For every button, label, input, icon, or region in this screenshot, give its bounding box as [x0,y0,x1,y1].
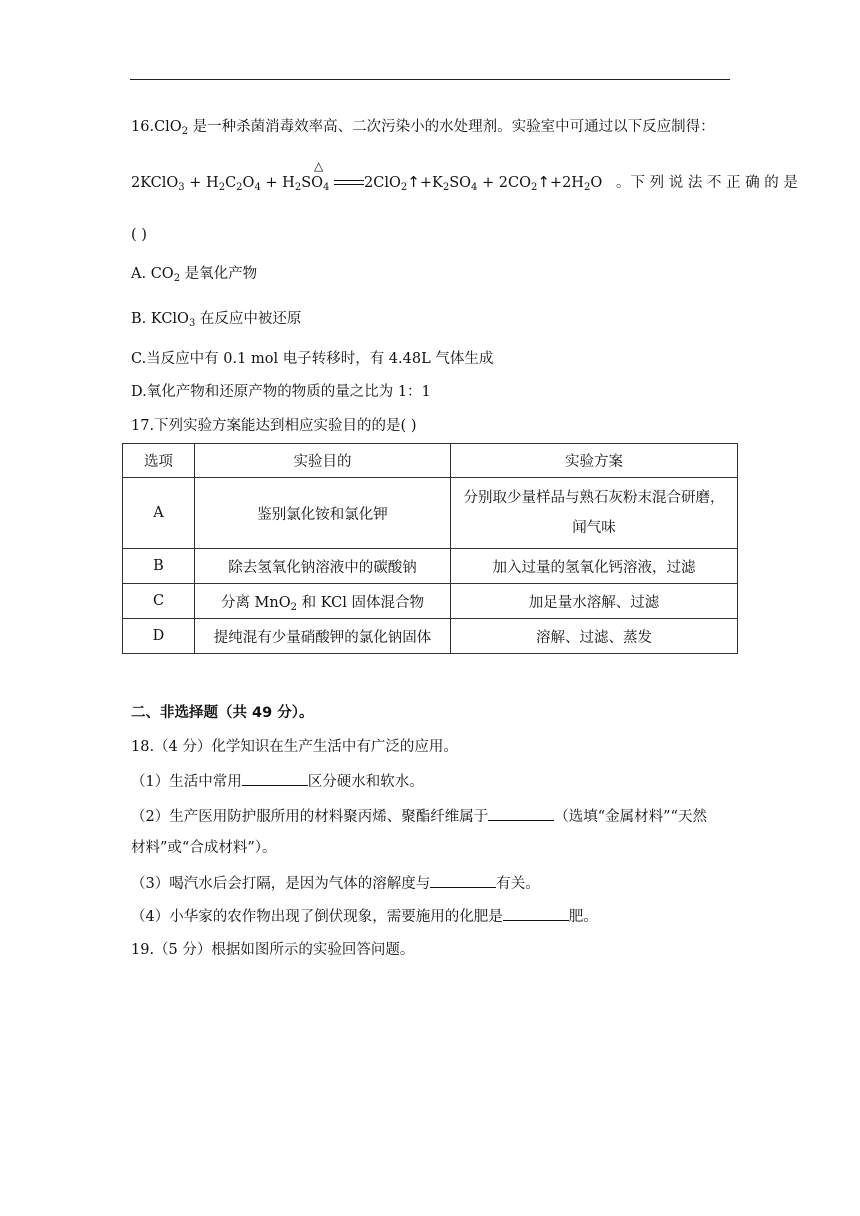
q18-stem: 18.（4 分）化学知识在生产生活中有广泛的应用。 [131,739,458,755]
q16-option-c: C.当反应中有 0.1 mol 电子转移时，有 4.48L 气体生成 [131,351,494,367]
experiment-table [122,443,738,654]
cell-goal: 分离 MnO$_2$ 和 KCl 固体混合物 [195,584,451,619]
table-row [123,478,738,549]
header-rule [130,79,730,80]
answer-blank[interactable] [430,873,496,888]
q18-part-2: （2）生产医用防护服所用的材料聚丙烯、聚酯纤维属于 （选填“金属材料”“天然 [131,806,707,827]
cell-goal: 提纯混有少量硝酸钾的氯化钠固体 [195,619,451,654]
section-heading: 二、非选择题（共 49 分）。 [131,705,314,721]
table-header-row [123,444,738,478]
cell-option: B [123,549,195,584]
q17-stem: 17.下列实验方案能达到相应实验目的的是( ) [131,418,417,434]
header-plan: 实验方案 [451,444,738,478]
q18-part-1: （1）生活中常用 区分硬水和软水。 [131,771,424,792]
q16-question-tail: 。下 列 说 法 不 正 确 的 是 [616,175,798,191]
q16-option-d: D.氧化产物和还原产物的物质的量之比为 1：1 [131,384,431,400]
cell-option: C [123,584,195,619]
q16-equation: 2KClO$_3$ + $H_2C_2O_4 + H_2SO_4$ $2ClO_2↑+K_2SO_4$ + $2CO_2↑+2H_2O$ 。下 列 说 法 不 正 确 的 是 [131,173,798,193]
answer-blank[interactable] [242,771,308,786]
table-row [123,584,738,619]
q16-stem: 16.ClO$_2$ 是一种杀菌消毒效率高、二次污染小的水处理剂。实验室中可通过以下反应制得： [131,119,715,137]
equation-equals-sign [334,178,364,188]
cell-option: D [123,619,195,654]
table-row [123,549,738,584]
q18-part-4: （4）小华家的农作物出现了倒伏现象，需要施用的化肥是 肥。 [131,906,598,927]
q18-part-3: （3）喝汽水后会打隔，是因为气体的溶解度与 有关。 [131,873,540,894]
cell-plan: 加入过量的氢氧化钙溶液，过滤 [451,549,738,584]
table-row [123,619,738,654]
cell-plan: 加足量水溶解、过滤 [451,584,738,619]
answer-blank[interactable] [503,906,569,921]
q16-answer-paren: ( ) [131,227,147,243]
cell-plan: 分别取少量样品与熟石灰粉末混合研磨，闻气味 [451,478,738,549]
q19-stem: 19.（5 分）根据如图所示的实验回答问题。 [131,942,415,958]
q16-option-a: A. $CO_2$ 是氧化产物 [131,266,258,284]
reaction-condition-heat: △ [314,159,324,173]
cell-goal: 鉴别氯化铵和氯化钾 [195,478,451,549]
cell-plan: 溶解、过滤、蒸发 [451,619,738,654]
header-goal: 实验目的 [195,444,451,478]
answer-blank[interactable] [488,806,554,821]
cell-goal: 除去氢氧化钠溶液中的碳酸钠 [195,549,451,584]
q16-option-b: B. KClO$_3$ 在反应中被还原 [131,311,302,329]
cell-option: A [123,478,195,549]
header-option: 选项 [123,444,195,478]
q18-part-2-cont: 材料”或“合成材料”）。 [131,840,277,856]
